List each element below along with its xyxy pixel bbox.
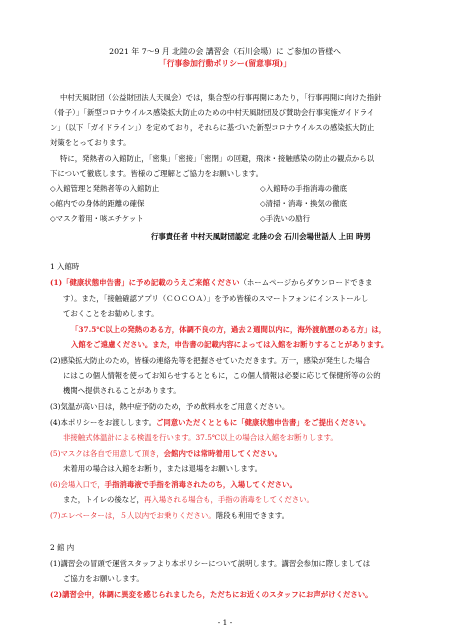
bullet-item: ◇マスク着用・咳エチケット	[50, 214, 144, 223]
list-item-line: (3)気温が高い日は，熱中症予防のため，予め飲料水をご用意ください。	[50, 402, 290, 411]
list-item	[50, 449, 282, 458]
list-item-text: (5)マスクは各自で用意して頂き，	[50, 449, 164, 458]
list-item	[50, 418, 370, 427]
section-heading: 2 館 内	[50, 543, 75, 552]
intro-line: 下について徹底します。皆様のご理解とご協力をお願いします。	[50, 169, 263, 178]
page-number: - 1 -	[217, 618, 233, 627]
list-item-text: （ホームページからダウンロードできま	[239, 278, 373, 287]
section-heading: 1 入館時	[50, 262, 80, 271]
list-item-emphasis: 会館内では常時着用してください。	[163, 449, 282, 458]
list-item-emphasis: (1)「健康状態申告書」に予め記載のうえご来館ください	[50, 278, 240, 287]
list-item-line: ご協力をお願いします。	[63, 574, 144, 583]
list-item-emphasis: ご同意いただくとともに「健康状態申告書」をご提出ください。	[155, 418, 371, 427]
bullet-item: ◇館内での身体的距離の確保	[50, 199, 145, 208]
list-item-text: また，トイレの後など，	[63, 495, 144, 504]
list-item-emphasis: 再入場される場合も，手指の消毒をしてください。	[143, 495, 314, 504]
document-subtitle: 「行事参加行動ポリシー(留意事項)」	[158, 59, 292, 68]
list-item-line: 機関へ提供されることがあります。	[63, 386, 181, 395]
list-item-emphasis: (7)エレベーターは，５人以内でお乗りください。	[50, 511, 216, 520]
list-item-line: 非接触式体温計による検温を行います。37.5℃以上の場合は入館をお断りします。	[63, 433, 338, 442]
responsible-person: 行事責任者 中村天風財団認定 北陸の会 石川会場世話人 上田 時男	[151, 232, 371, 241]
list-item	[50, 480, 297, 489]
list-item-line: ておくことをお勧めします。	[63, 309, 159, 318]
intro-line: （骨子）」「新型コロナウイルス感染拡大防止のための中村天風財団及び賛助会行事実施ガイドライ	[50, 108, 375, 117]
intro-line: 対策をとっております。	[50, 138, 131, 147]
bullet-item: ◇入館管理と発熱者等の入館防止	[50, 184, 160, 193]
list-item-line: す）。また，「接触確認アプリ（ＣＯＣＯＡ）」を予め皆様のスマートフォンにインストールし	[63, 294, 369, 303]
list-item-text: 階段も利用できます。	[215, 511, 290, 520]
list-item-line: (2)感染拡大防止のため，皆様の連絡先等を把握させていただきます。万一，感染が発生した場合	[50, 356, 370, 365]
list-item-text: (4)本ポリシーをお渡しします。	[50, 418, 156, 427]
list-item-line: 未着用の場合は入館をお断り，または退場をお願いします。	[63, 464, 262, 473]
bullet-item: ◇手洗いの励行	[260, 214, 311, 223]
bullet-item: ◇清掃・消毒・換気の徹底	[260, 199, 347, 208]
list-item-emphasis: 手指消毒液で手指を消毒されたのち，入場してください。	[104, 480, 297, 489]
list-item	[50, 511, 289, 520]
list-item	[50, 278, 372, 287]
bullet-item: ◇入館時の手指消毒の徹底	[260, 184, 347, 193]
list-item-line: (2)講習会中，体調に異変を感じられましたら，ただちにお近くのスタッフにお声がけください。	[50, 590, 373, 599]
intro-line: 中村天風財団（公益財団法人天風会）では，集合型の行事再開にあたり，「行事再開に向けた指針	[60, 93, 382, 102]
notice-line: 「37.5℃以上の発熱のある方，体調不良の方，過去２週間以内に，海外渡航歴のある方」は，	[71, 325, 387, 334]
list-item-line: にはこの個人情報を使ってお知らせするとともに，この個人情報は必要に応じて保健所等の公的	[63, 371, 381, 380]
intro-line: 特に，発熱者の入館防止，「密集」「密接」「密閉」の回避，飛沫・接触感染の防止の観点から以	[60, 154, 375, 163]
list-item-text: (6)会場入口で，	[50, 480, 105, 489]
document-title: 2021 年 7～9 月 北陸の会 講習会（石川会場）に ご参加の皆様へ	[109, 47, 341, 56]
list-item	[63, 495, 314, 504]
list-item-line: (1)講習会の冒頭で運営スタッフより本ポリシーについて説明します。講習会参加に際しましては	[50, 559, 371, 568]
notice-line: 入館をご遠慮ください。また，申告書の記載内容によっては入館をお断りすることがあります。	[71, 340, 389, 349]
intro-line: ン」（以下「ガイドライン」）を定めており，それらに基づいた新型コロナウイルスの感染拡大防止	[50, 123, 375, 132]
